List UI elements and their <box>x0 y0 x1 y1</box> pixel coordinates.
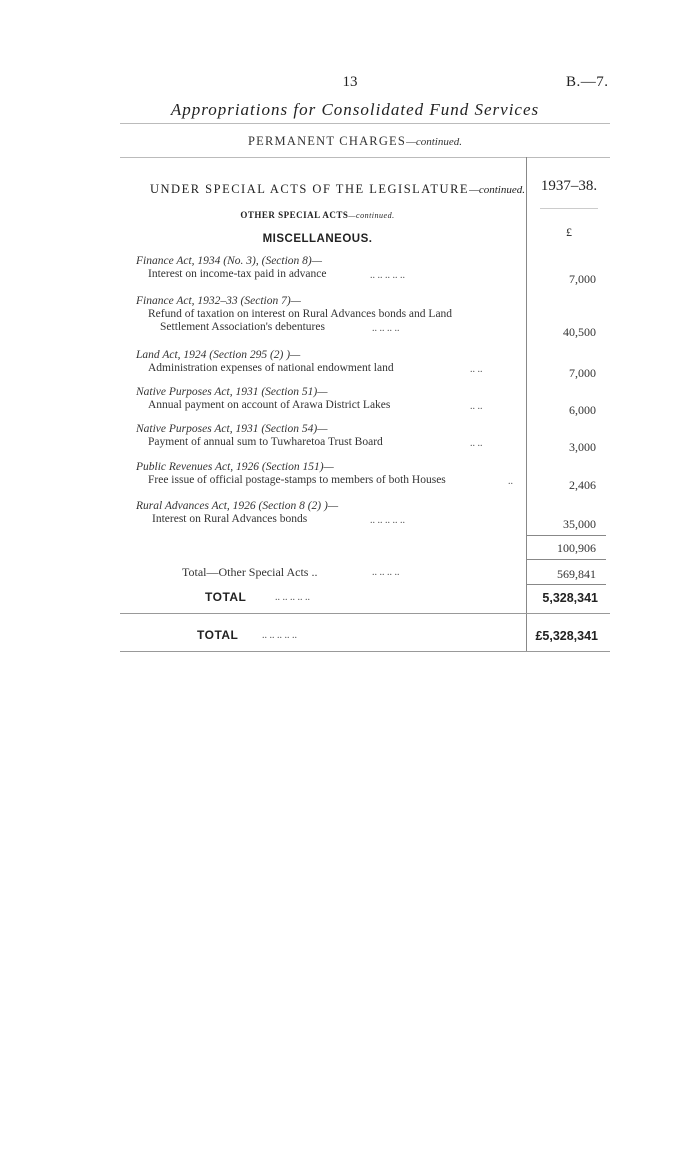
subtitle-continued: —continued. <box>406 136 462 148</box>
leader-dots: .. .. .. .. <box>372 323 400 334</box>
total-rule <box>526 584 606 585</box>
section-heading <box>150 182 525 197</box>
year-header: 1937–38. <box>540 178 598 194</box>
other-special-acts-total-amount: 569,841 <box>557 567 596 581</box>
item-description: Payment of annual sum to Tuwharetoa Trust Board <box>148 436 383 448</box>
act-title: Public Revenues Act, 1926 (Section 151)— <box>136 461 334 473</box>
leader-dots: .. .. .. .. .. <box>275 592 310 603</box>
year-rule <box>540 208 598 209</box>
leader-dots: .. .. <box>470 401 483 412</box>
subtitle-rule <box>120 157 610 158</box>
leader-dots: .. .. .. .. <box>372 567 400 578</box>
item-amount: 2,406 <box>569 478 596 492</box>
item-description-continued: Settlement Association's debentures <box>160 321 325 333</box>
item-amount: 7,000 <box>569 272 596 286</box>
leader-dots: .. .. .. .. .. <box>262 630 297 641</box>
currency-symbol: £ <box>566 225 572 239</box>
section-heading-main: UNDER SPECIAL ACTS OF THE LEGISLATURE <box>150 182 470 196</box>
page-number: 13 <box>342 74 358 90</box>
item-description: Annual payment on account of Arawa District Lakes <box>148 399 391 411</box>
title-rule <box>120 123 610 124</box>
subtotal-rule-bottom <box>526 559 606 560</box>
leader-dots: .. .. <box>470 364 483 375</box>
item-amount: 3,000 <box>569 440 596 454</box>
total-rule-bottom <box>120 613 610 614</box>
item-amount: 40,500 <box>563 325 596 339</box>
leader-dots: .. .. .. .. .. <box>370 270 405 281</box>
subtotal-rule <box>526 535 606 536</box>
leader-dots: .. .. <box>470 438 483 449</box>
item-description: Refund of taxation on interest on Rural Advances bonds and Land <box>148 308 453 320</box>
leader-dots: .. <box>508 476 513 487</box>
other-heading-main: OTHER SPECIAL ACTS <box>240 210 349 220</box>
grand-total-amount: £5,328,341 <box>535 629 598 643</box>
grand-total-label: TOTAL <box>197 628 239 642</box>
page-title: Appropriations for Consolidated Fund Services <box>170 100 540 119</box>
act-title: Rural Advances Act, 1926 (Section 8 (2) )— <box>136 500 339 512</box>
item-amount: 35,000 <box>563 517 596 531</box>
subtitle <box>120 134 590 149</box>
total-label: TOTAL <box>205 590 247 604</box>
item-description: Free issue of official postage-stamps to members of both Houses <box>148 474 446 486</box>
subtitle-main: PERMANENT CHARGES <box>248 134 407 148</box>
item-amount: 7,000 <box>569 366 596 380</box>
item-description: Interest on income-tax paid in advance <box>148 268 327 280</box>
act-title: Native Purposes Act, 1931 (Section 51)— <box>136 386 328 398</box>
other-special-acts-heading <box>120 210 515 220</box>
category-heading: MISCELLANEOUS. <box>262 233 373 245</box>
act-title: Native Purposes Act, 1931 (Section 54)— <box>136 423 328 435</box>
leader-dots: .. .. .. .. .. <box>370 515 405 526</box>
grand-total-rule <box>120 651 610 652</box>
total-amount: 5,328,341 <box>542 591 598 605</box>
item-description: Interest on Rural Advances bonds <box>152 513 308 525</box>
other-special-acts-total-label: Total—Other Special Acts .. <box>182 565 318 579</box>
act-title: Land Act, 1924 (Section 295 (2) )— <box>136 349 301 361</box>
other-heading-continued: —continued. <box>348 211 395 220</box>
item-amount: 6,000 <box>569 403 596 417</box>
section-heading-continued: —continued. <box>469 184 525 196</box>
subtotal-amount: 100,906 <box>557 541 596 555</box>
document-reference: B.—7. <box>566 74 609 90</box>
act-title: Finance Act, 1932–33 (Section 7)— <box>136 295 301 307</box>
item-description: Administration expenses of national endowment land <box>148 362 394 374</box>
act-title: Finance Act, 1934 (No. 3), (Section 8)— <box>136 255 322 267</box>
